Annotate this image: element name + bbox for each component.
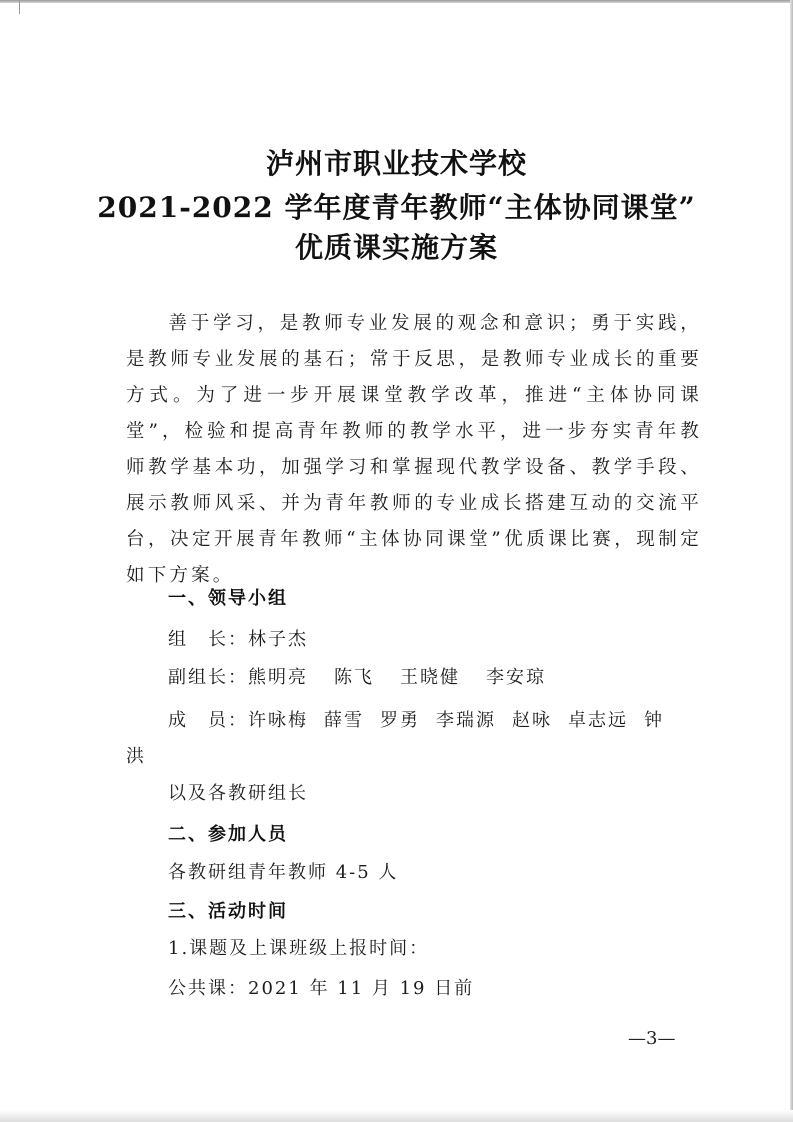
member-name: 卓志远: [568, 710, 628, 731]
deputy-name: 李安琼: [486, 667, 546, 688]
leader-label: 组 长：: [168, 629, 248, 650]
schedule-item-1: 1.课题及上课班级上报时间：: [168, 938, 430, 959]
section-3-heading: 三、活动时间: [168, 901, 288, 922]
member-name: 钟: [644, 710, 664, 731]
intro-paragraph: [126, 306, 702, 594]
participants-text: 各教研组青年教师 4-5 人: [168, 862, 399, 883]
member-name: 李瑞源: [436, 710, 496, 731]
leader-name: 林子杰: [248, 629, 308, 650]
title-line-1: 泸州市职业技术学校: [265, 147, 527, 180]
deputy-name: 陈飞: [334, 667, 374, 688]
member-name: 许咏梅: [248, 710, 308, 731]
leader-row: [168, 625, 308, 651]
members-wrap-tail: 洪: [126, 746, 144, 767]
members-label: 成 员：: [168, 710, 248, 731]
member-name: 赵咏: [512, 710, 552, 731]
section-1-heading: 一、领导小组: [168, 588, 288, 609]
scan-tick-mark: [19, 0, 20, 14]
member-name: 罗勇: [380, 710, 420, 731]
scan-edge-bottom: [0, 1110, 793, 1122]
member-name: 薛雪: [324, 710, 364, 731]
scan-edge-top: [0, 0, 793, 3]
title-line-3: 优质课实施方案: [294, 231, 498, 264]
intro-text: 善于学习，是教师专业发展的观念和意识；勇于实践，是教师专业发展的基石；常于反思，是教师专业成长的重要方式。为了进一步开展课堂教学改革，推进“主体协同课堂”，检验和提高青年教师的教学水平，进一步夯实青年教师教学基本功，加强学习和掌握现代教学设备、教学手段、展示教师风采、并为青年教师的专业成长搭建互动的交流平台，决定开展青年教师“主体协同课堂”优质课比赛，现制定如下方案。: [126, 313, 702, 586]
deputy-row: [168, 663, 572, 689]
section-2-heading: 二、参加人员: [168, 824, 288, 845]
deputy-name: 王晓健: [400, 667, 460, 688]
deputy-label: 副组长：: [168, 667, 248, 688]
schedule-item-2: 公共课：2021 年 11 月 19 日前: [168, 978, 475, 999]
title-line-2: 2021-2022 学年度青年教师“主体协同课堂”: [97, 191, 696, 224]
page-number: —3—: [628, 1028, 676, 1049]
deputy-name: 熊明亮: [248, 667, 308, 688]
members-extra: 以及各教研组长: [168, 783, 308, 804]
members-row: [168, 706, 664, 732]
